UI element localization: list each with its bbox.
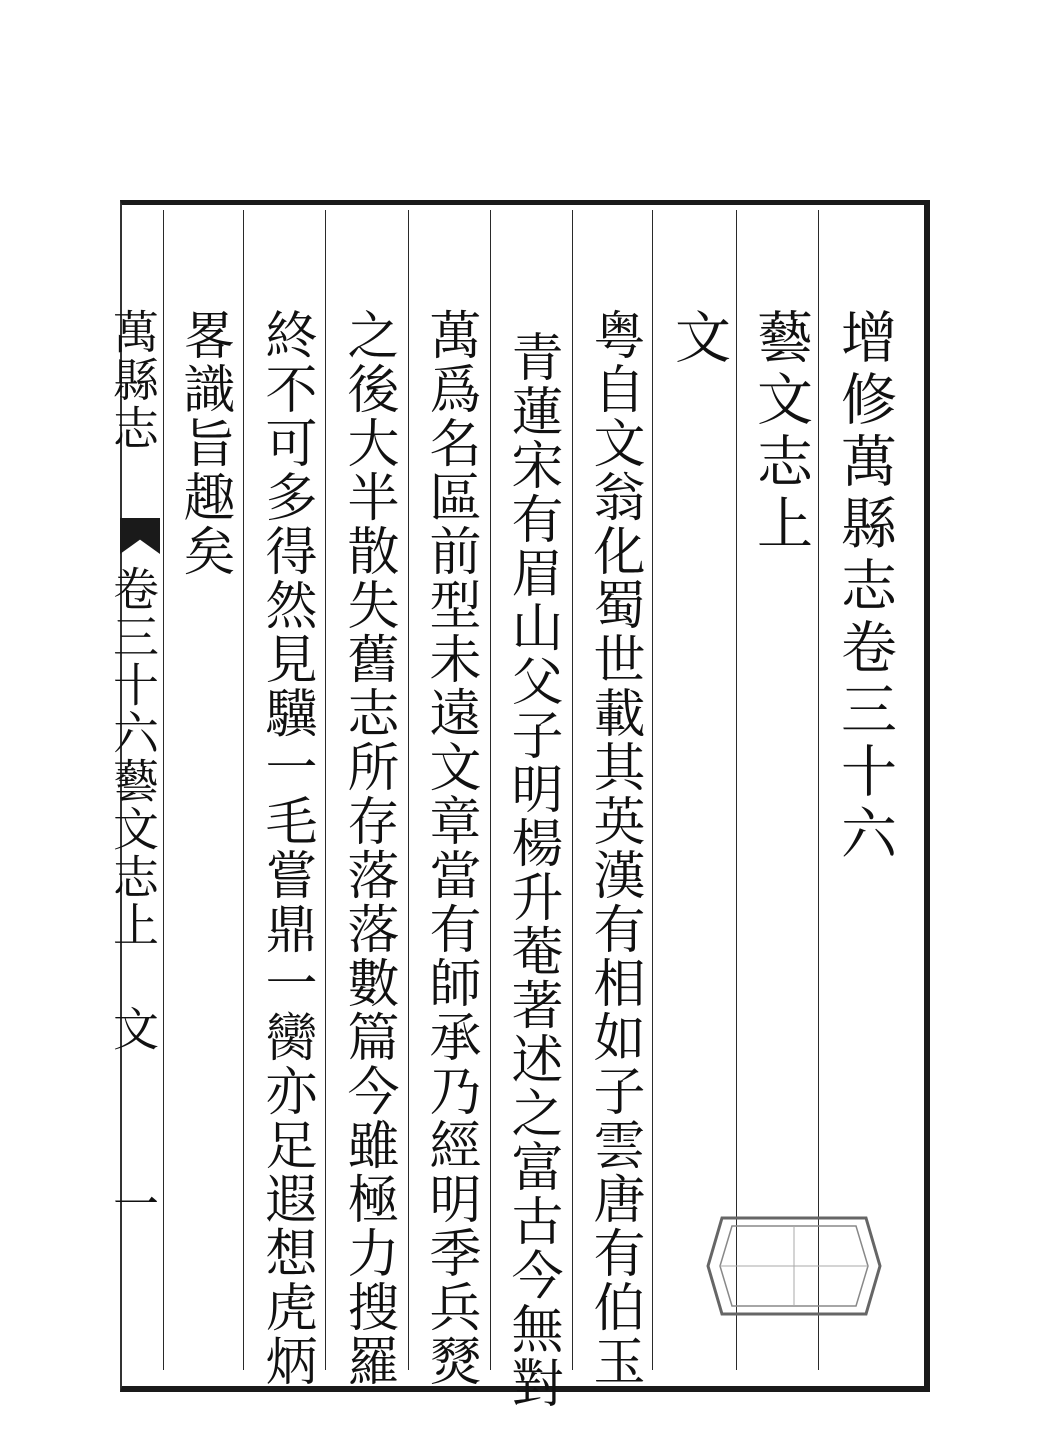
page-number: 一 (106, 1180, 160, 1232)
column-rule (408, 210, 409, 1370)
library-seal (704, 1210, 884, 1322)
body-line: 萬爲名區前型未遠文章當有師承乃經明季兵燹 (420, 308, 480, 1388)
genre-heading: 文 (666, 308, 731, 370)
section-title: 藝文志上 (748, 308, 813, 556)
margin-chapter-title: 卷三十六藝文志上 文 (106, 565, 160, 1053)
body-line: 畧識旨趣矣 (174, 308, 234, 578)
column-rule (243, 210, 244, 1370)
body-line: 之後大半散失舊志所存落落數篇今雖極力搜羅 (338, 308, 398, 1388)
volume-title: 增修萬縣志卷三十六 (832, 308, 897, 866)
column-rule (736, 210, 737, 1370)
column-rule (652, 210, 653, 1370)
body-line: 青蓮宋有眉山父子明楊升菴著述之富古今無對 (502, 330, 562, 1410)
column-rule (163, 210, 164, 1370)
column-rule (325, 210, 326, 1370)
margin-book-title: 萬縣志 (106, 308, 160, 452)
body-line: 終不可多得然見驥一毛嘗鼎一臠亦足遐想虎炳 (256, 308, 316, 1388)
column-rule (572, 210, 573, 1370)
body-line: 粤自文翁化蜀世載其英漢有相如子雲唐有伯玉 (584, 308, 644, 1388)
column-rule (818, 210, 819, 1370)
column-rule (490, 210, 491, 1370)
